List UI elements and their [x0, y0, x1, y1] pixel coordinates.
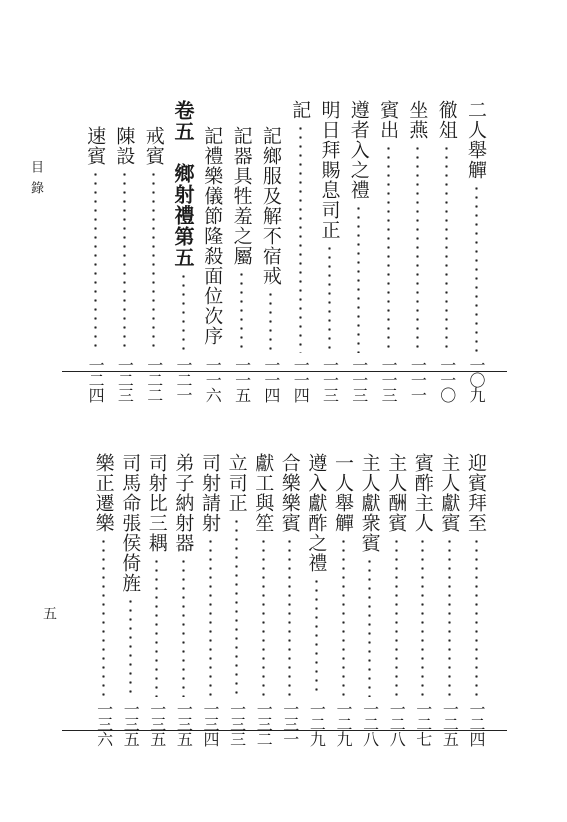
toc-entry-title: 記禮樂儀節隆殺面位次序 — [201, 126, 224, 346]
toc-entry-title: 坐燕 — [406, 100, 429, 140]
toc-entry-page: 一二七 — [413, 701, 433, 746]
toc-entry-page: 一一三 — [320, 357, 340, 402]
toc-entry[interactable] — [141, 126, 167, 402]
toc-entry-page: 一一五 — [232, 357, 252, 402]
toc-entry-page: 一三五 — [121, 701, 141, 746]
dot-leader — [421, 537, 424, 697]
dot-leader — [182, 272, 185, 353]
toc-entry-page: 一二二 — [144, 357, 164, 402]
toc-entry-page: 一三三 — [227, 701, 247, 746]
toc-entry-title: 記鄉服及解不宿戒 — [259, 126, 282, 286]
toc-entry-title: 遵入獻酢之禮 — [305, 453, 328, 573]
running-header: 目錄 — [28, 160, 43, 202]
toc-entry[interactable] — [111, 126, 137, 402]
toc-entry[interactable] — [229, 126, 255, 402]
toc-entry-page: 一二五 — [440, 701, 460, 746]
toc-entry-page: 一一六 — [203, 357, 223, 402]
toc-entry[interactable] — [404, 100, 430, 402]
dot-leader — [209, 537, 212, 697]
dot-leader — [368, 557, 371, 697]
toc-entry[interactable] — [144, 453, 170, 746]
toc-entry[interactable] — [91, 453, 117, 746]
toc-entry-title: 陳設 — [113, 126, 136, 166]
toc-entry[interactable] — [170, 453, 196, 746]
toc-entry-page: 一二四 — [86, 357, 106, 402]
toc-entry-title: 樂正遷樂 — [92, 453, 115, 533]
toc-entry-title: 主人酬賓 — [385, 453, 408, 533]
toc-entry-page: 一一三 — [379, 357, 399, 402]
toc-entry-title: 一人舉觶 — [332, 453, 354, 533]
toc-entry-title: 戒賓 — [142, 126, 165, 166]
toc-entry-page: 一二一 — [174, 357, 193, 402]
toc-entry[interactable] — [224, 453, 250, 746]
toc-entry-title: 賓出 — [377, 100, 400, 140]
toc-entry-page: 一二八 — [360, 701, 380, 746]
dot-leader — [155, 557, 158, 697]
dot-leader — [123, 170, 126, 353]
dot-leader — [235, 517, 238, 697]
chapter-heading: 卷五 鄉射禮第五 — [171, 100, 195, 268]
dot-leader — [416, 144, 419, 353]
toc-entry[interactable] — [303, 453, 329, 746]
toc-entry[interactable] — [82, 126, 108, 402]
toc-entry[interactable] — [250, 453, 276, 746]
dot-leader — [328, 244, 331, 353]
toc-entry-title: 弟子納射器 — [172, 453, 195, 553]
toc-entry-title: 二人舉觶 — [465, 100, 487, 180]
toc-entry[interactable] — [436, 453, 462, 746]
toc-entry-title: 主人獻賓 — [438, 453, 461, 533]
toc-entry[interactable] — [287, 100, 313, 402]
toc-entry[interactable] — [197, 453, 223, 746]
toc-entry-page: 一一〇 — [437, 357, 457, 402]
dot-leader — [448, 537, 451, 697]
page-number: 五 — [41, 606, 57, 620]
toc-entry-title: 獻工與笙 — [252, 453, 275, 533]
toc-entry-title: 主人獻衆賓 — [358, 453, 381, 553]
dot-leader — [357, 204, 360, 353]
dot-leader — [387, 144, 390, 353]
toc-entry-page: 一三五 — [147, 701, 167, 746]
toc-entry-page: 一二九 — [334, 701, 353, 746]
toc-entry[interactable] — [383, 453, 409, 746]
dot-leader — [240, 270, 243, 353]
dot-leader — [211, 350, 214, 353]
dot-leader — [288, 537, 291, 697]
dot-leader — [94, 170, 97, 353]
toc-entry[interactable] — [117, 453, 143, 746]
dot-leader — [395, 537, 398, 697]
dot-leader — [262, 537, 265, 697]
toc-entry-page: 一一四 — [261, 357, 281, 402]
dot-leader — [269, 290, 272, 353]
toc-entry-page: 一一四 — [291, 357, 311, 402]
toc-entry-title: 速賓 — [84, 126, 107, 166]
dot-leader — [475, 537, 478, 697]
toc-entry-page: 一三四 — [201, 701, 220, 746]
toc-entry-title: 司馬命張侯倚旌 — [119, 453, 142, 593]
toc-entry-page: 一一一 — [408, 357, 428, 402]
dot-leader — [152, 170, 155, 353]
dot-leader — [129, 597, 132, 697]
toc-entry-title: 賓酢主人 — [411, 453, 434, 533]
toc-entry-title: 司射比三耦 — [145, 453, 168, 553]
toc-entry-page: 一二四 — [467, 701, 486, 746]
toc-entry-title: 徹俎 — [435, 100, 458, 140]
toc-entry[interactable] — [346, 100, 372, 402]
toc-entry-page: 一三二 — [254, 701, 274, 746]
dot-leader — [315, 577, 318, 697]
toc-entry[interactable] — [375, 100, 401, 402]
toc-entry[interactable] — [277, 453, 303, 746]
dot-leader — [475, 184, 478, 353]
toc-entry[interactable] — [330, 453, 356, 746]
toc-entry-page: 一三六 — [94, 701, 114, 746]
toc-entry-page: 一〇九 — [467, 357, 486, 402]
toc-entry-title: 司射請射 — [199, 453, 221, 533]
toc-entry-title: 合樂樂賓 — [278, 453, 301, 533]
toc-entry[interactable] — [317, 100, 343, 402]
toc-entry-page: 一二八 — [387, 701, 407, 746]
toc-entry-page: 一二九 — [307, 701, 327, 746]
toc-entry-title: 記 — [289, 100, 312, 120]
toc-entry[interactable] — [258, 126, 284, 402]
toc-entry[interactable] — [410, 453, 436, 746]
toc-entry[interactable] — [170, 100, 196, 402]
toc-entry-title: 明日拜賜息司正 — [318, 100, 341, 240]
toc-entry-page: 一一三 — [349, 357, 369, 402]
dot-leader — [299, 124, 302, 353]
toc-entry-title: 記器具牲羞之屬 — [230, 126, 253, 266]
toc-entry[interactable] — [463, 453, 489, 746]
dot-leader — [182, 557, 185, 697]
dot-leader — [445, 144, 448, 353]
dot-leader — [342, 537, 345, 697]
dot-leader — [102, 537, 105, 697]
toc-entry-page: 一三五 — [174, 701, 194, 746]
toc-entry-page: 一三一 — [280, 701, 300, 746]
toc-entry-page: 一二三 — [115, 357, 135, 402]
toc-entry[interactable] — [357, 453, 383, 746]
toc-entry[interactable] — [463, 100, 489, 402]
toc-entry-title: 迎賓拜至 — [465, 453, 487, 533]
toc-entry[interactable] — [434, 100, 460, 402]
toc-entry[interactable] — [199, 126, 225, 402]
toc-entry-title: 遵者入之禮 — [347, 100, 370, 200]
toc-entry-title: 立司正 — [225, 453, 248, 513]
